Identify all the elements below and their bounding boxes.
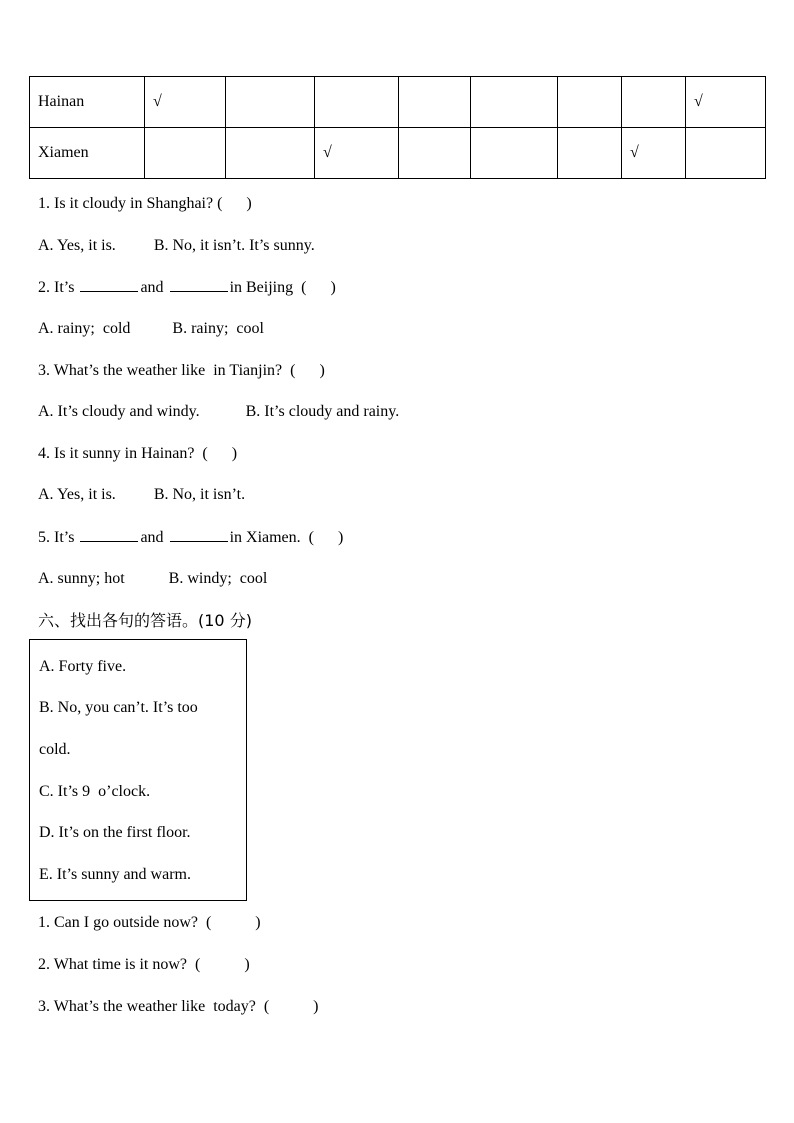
- option-b: B. It’s cloudy and rainy.: [245, 403, 400, 420]
- question-4-options: [38, 485, 245, 505]
- check-cell: √: [315, 128, 399, 179]
- check-cell: [226, 77, 315, 128]
- check-cell: [471, 77, 558, 128]
- option-b: B. windy; cool: [168, 570, 268, 587]
- check-cell: √: [686, 77, 766, 128]
- answer-option: cold.: [39, 741, 71, 758]
- question-4: 4. Is it sunny in Hainan? ( ): [38, 445, 238, 462]
- option-b: B. No, it isn’t. It’s sunny.: [153, 237, 315, 254]
- table-row-hainan: [30, 77, 766, 128]
- answer-options-box: [29, 639, 247, 901]
- question-3-options: [38, 402, 399, 422]
- check-cell: [315, 77, 399, 128]
- option-a: A. Yes, it is.: [38, 237, 116, 254]
- answer-option: C. It’s 9 o’clock.: [39, 783, 151, 800]
- question-1: 1. Is it cloudy in Shanghai? ( ): [38, 195, 252, 212]
- option-a: A. rainy; cold: [38, 320, 131, 337]
- match-question-2: 2. What time is it now? ( ): [38, 956, 250, 973]
- question-5: 5. It’s and in Xiamen. ( ): [38, 529, 344, 546]
- answer-option: D. It’s on the first floor.: [39, 824, 191, 841]
- match-question-1: 1. Can I go outside now? ( ): [38, 914, 261, 931]
- option-a: A. sunny; hot: [38, 570, 125, 587]
- answer-option: A. Forty five.: [39, 658, 127, 675]
- answer-option: B. No, you can’t. It’s too: [39, 699, 198, 716]
- question-1-options: [38, 236, 315, 256]
- answer-option: E. It’s sunny and warm.: [39, 866, 191, 883]
- answer-blank[interactable]: [80, 277, 138, 292]
- check-cell: [686, 128, 766, 179]
- option-a: A. It’s cloudy and windy.: [38, 403, 200, 420]
- weather-table: [29, 76, 766, 179]
- check-cell: [622, 77, 686, 128]
- option-b: B. rainy; cool: [172, 320, 264, 337]
- question-2-options: [38, 319, 264, 339]
- section-title: 六、找出各句的答语。(10 分): [38, 611, 252, 630]
- option-b: B. No, it isn’t.: [153, 486, 246, 503]
- check-cell: [558, 77, 622, 128]
- question-3: 3. What’s the weather like in Tianjin? ( ): [38, 362, 325, 379]
- check-cell: √: [622, 128, 686, 179]
- answer-blank[interactable]: [80, 527, 138, 542]
- match-question-3: 3. What’s the weather like today? ( ): [38, 998, 319, 1015]
- answer-blank[interactable]: [170, 527, 228, 542]
- check-cell: [399, 128, 471, 179]
- check-cell: [558, 128, 622, 179]
- check-cell: [226, 128, 315, 179]
- answer-blank[interactable]: [170, 277, 228, 292]
- check-cell: [399, 77, 471, 128]
- city-cell: Xiamen: [30, 128, 145, 179]
- check-cell: √: [145, 77, 226, 128]
- check-cell: [471, 128, 558, 179]
- city-cell: Hainan: [30, 77, 145, 128]
- question-5-options: [38, 569, 267, 589]
- table-row-xiamen: [30, 128, 766, 179]
- question-2: 2. It’s and in Beijing ( ): [38, 279, 336, 296]
- check-cell: [145, 128, 226, 179]
- option-a: A. Yes, it is.: [38, 486, 116, 503]
